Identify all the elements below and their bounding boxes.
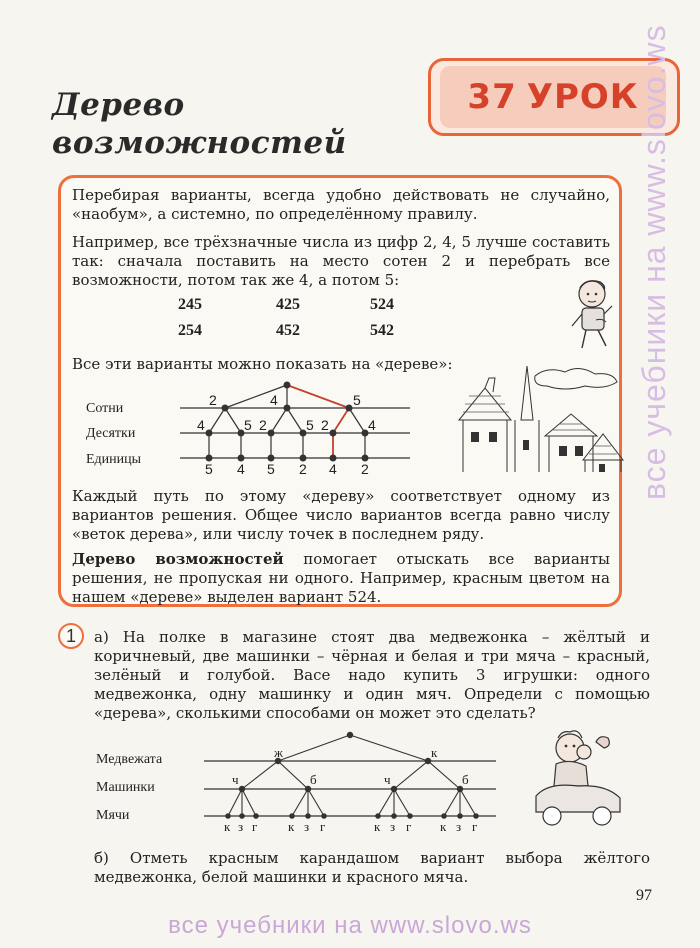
watermark-bottom: все учебники на www.slovo.ws bbox=[168, 912, 532, 939]
tree1-mid-label: 2 bbox=[259, 417, 267, 433]
tree1-top-label-5: 5 bbox=[353, 392, 361, 408]
tree2-ball-label: з bbox=[304, 819, 310, 834]
exercise-part-a: а) На полке в магазине стоят два медвежонка – жёлтый и коричневый, две машинки – чёрная и белая и три мяча – красный, зелёный и голубой. Васе надо купить 3 игрушки: одного медвежонка, одну машинку и один мяч. Определи с помощью «дерева», сколькими способами он может это сделать? bbox=[94, 628, 650, 722]
tree1-diagram bbox=[175, 378, 415, 478]
lesson-label bbox=[440, 66, 666, 128]
tree2-ball-label: к bbox=[374, 819, 381, 834]
tree2-bear-label-yellow: ж bbox=[274, 745, 283, 760]
tree2-ball-label: к bbox=[440, 819, 447, 834]
tree1-mid-label: 4 bbox=[368, 417, 376, 433]
tree2-ball-label: к bbox=[288, 819, 295, 834]
tree2-car-label: ч bbox=[232, 772, 239, 787]
lesson-number: 37 bbox=[467, 77, 517, 117]
tree2-car-label: б bbox=[462, 772, 469, 787]
tree1-row-label-hundreds: Сотни bbox=[86, 401, 124, 416]
number-524: 524 bbox=[370, 296, 394, 313]
tree1-bottom-label: 4 bbox=[237, 461, 245, 477]
tree1-bottom-label: 5 bbox=[267, 461, 275, 477]
tree2-diagram bbox=[200, 726, 500, 836]
theory-paragraph-1: Перебирая варианты, всегда удобно действовать не случайно, «наобум», а системно, по определённому правилу. bbox=[72, 186, 610, 223]
theory-paragraph-5 bbox=[72, 550, 610, 607]
tree2-ball-label: к bbox=[224, 819, 231, 834]
page-title-line2: возможностей bbox=[52, 125, 347, 161]
theory-paragraph-4: Каждый путь по этому «дереву» соответствует одному из вариантов решения. Общее число вариантов всегда равно числу «веток дерева», или числу точек в последнем ряду. bbox=[72, 487, 610, 543]
boy-illustration bbox=[566, 276, 620, 352]
tree2-car-label: б bbox=[310, 772, 317, 787]
tree1-bottom-label: 2 bbox=[299, 461, 307, 477]
tree1-top-label-4: 4 bbox=[270, 392, 278, 408]
tree2-ball-label: з bbox=[456, 819, 462, 834]
number-452: 452 bbox=[276, 322, 300, 339]
exercise-number: 1 bbox=[65, 625, 76, 646]
page-number: 97 bbox=[636, 887, 652, 904]
tree1-bottom-label: 4 bbox=[329, 461, 337, 477]
theory-paragraph-2: Например, все трёхзначные числа из цифр 2, 4, 5 лучше составить так: сначала поставить на место сотен 2 и перебрать все возможности, потом так же 4, а потом 5: bbox=[72, 233, 610, 289]
tree1-bottom-label: 5 bbox=[205, 461, 213, 477]
lesson-word: УРОК bbox=[526, 77, 639, 117]
term-tree-of-possibilities: Дерево возможностей bbox=[72, 550, 284, 568]
tree1-row-label-tens: Десятки bbox=[86, 426, 136, 441]
page-title-line1: Дерево bbox=[52, 87, 185, 123]
tree2-row-label-cars: Машинки bbox=[96, 780, 155, 795]
tree2-car-label: ч bbox=[384, 772, 391, 787]
number-245: 245 bbox=[178, 296, 202, 313]
exercise-number-badge bbox=[58, 623, 84, 649]
tree2-ball-label: г bbox=[320, 819, 326, 834]
tree2-row-label-balls: Мячи bbox=[96, 808, 130, 823]
tree2-bear-label-brown: к bbox=[431, 745, 438, 760]
tree1-row-label-units: Единицы bbox=[86, 452, 142, 467]
town-illustration bbox=[455, 360, 625, 480]
tree1-mid-label: 5 bbox=[306, 417, 314, 433]
tree1-top-label-2: 2 bbox=[209, 392, 217, 408]
exercise-part-b: б) Отметь красным карандашом вариант выбора жёлтого медвежонка, белой машинки и красного мяча. bbox=[94, 849, 650, 886]
tree2-row-label-bears: Медвежата bbox=[96, 752, 163, 767]
tree2-ball-label: г bbox=[406, 819, 412, 834]
tree2-ball-label: г bbox=[472, 819, 478, 834]
number-542: 542 bbox=[370, 322, 394, 339]
tree1-mid-label: 2 bbox=[321, 417, 329, 433]
tree2-ball-label: з bbox=[238, 819, 244, 834]
watermark-side: все учебники на www.slovo.ws bbox=[636, 24, 672, 500]
page-title bbox=[52, 86, 347, 162]
tree2-ball-label: г bbox=[252, 819, 258, 834]
number-425: 425 bbox=[276, 296, 300, 313]
tree1-bottom-label: 2 bbox=[361, 461, 369, 477]
tree1-mid-label: 4 bbox=[197, 417, 205, 433]
theory-paragraph-5-rest: помогает отыскать все варианты решения, не пропуская ни одного. Например, красным цветом на нашем «дереве» выделен вариант 524. bbox=[72, 550, 610, 606]
tree2-ball-label: з bbox=[390, 819, 396, 834]
number-254: 254 bbox=[178, 322, 202, 339]
boy-in-car-illustration bbox=[528, 724, 628, 834]
tree1-mid-label: 5 bbox=[244, 417, 252, 433]
theory-paragraph-3: Все эти варианты можно показать на «дереве»: bbox=[72, 355, 453, 373]
